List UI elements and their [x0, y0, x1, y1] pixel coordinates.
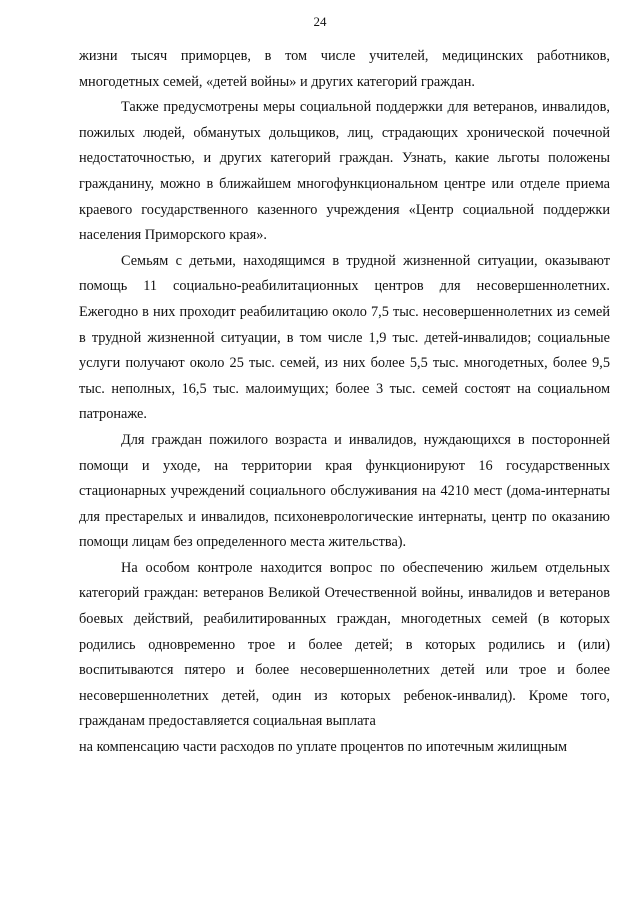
page-number: 24	[313, 14, 327, 29]
paragraph-continuation: жизни тысяч приморцев, в том числе учителей, медицинских работников, многодетных семей, «детей войны» и других категорий граждан.	[79, 48, 610, 90]
body-text	[79, 44, 610, 761]
paragraph-social-support-measures: Также предусмотрены меры социальной поддержки для ветеранов, инвалидов, пожилых людей, обманутых дольщиков, лиц, страдающих хронической почечной недостаточностью, и других категорий граждан. Узнать, какие льготы положены гражданину, можно в ближайшем многофункциональном центре или отделе приема краевого государственного казенного учреждения «Центр социальной поддержки населения Приморского края».	[79, 99, 610, 244]
paragraph-families-with-children: Семьям с детьми, находящимся в трудной жизненной ситуации, оказывают помощь 11 социально-реабилитационных центров для несовершеннолетних. Ежегодно в них проходит реабилитацию около 7,5 тыс. несовершеннолетних из семей в трудной жизненной ситуации, в том числе 1,9 тыс. детей-инвалидов; социальные услуги получают около 25 тыс. семей, из них более 5,5 тыс. многодетных, более 9,5 тыс. неполных, 16,5 тыс. малоимущих; более 3 тыс. семей состоят на социальном патронаже.	[79, 252, 610, 423]
paragraph-elderly-and-disabled: Для граждан пожилого возраста и инвалидов, нуждающихся в посторонней помощи и уходе, на территории края функционируют 16 государственных стационарных учреждений социального обслуживания на 4210 мест (дома-интернаты для престарелых и инвалидов, психоневрологические интернаты, центр по оказанию помощи лицам без определенного места жительства).	[79, 431, 610, 551]
paragraph-housing-provision: На особом контроле находится вопрос по обеспечению жильем отдельных категорий граждан: ветеранов Великой Отечественной войны, инвалидов и ветеранов боевых действий, реабилитированных граждан, многодетных семей (в которых родились одновременно трое и более детей; в которых родились и (или) воспитываются пятеро и более несовершеннолетних детей или трое и более несовершеннолетних детей, один из которых ребенок-инвалид). Кроме того, гражданам предоставляется социальная выплата	[79, 559, 610, 730]
paragraph-mortgage-compensation: на компенсацию части расходов по уплате процентов по ипотечным жилищным	[79, 739, 568, 756]
